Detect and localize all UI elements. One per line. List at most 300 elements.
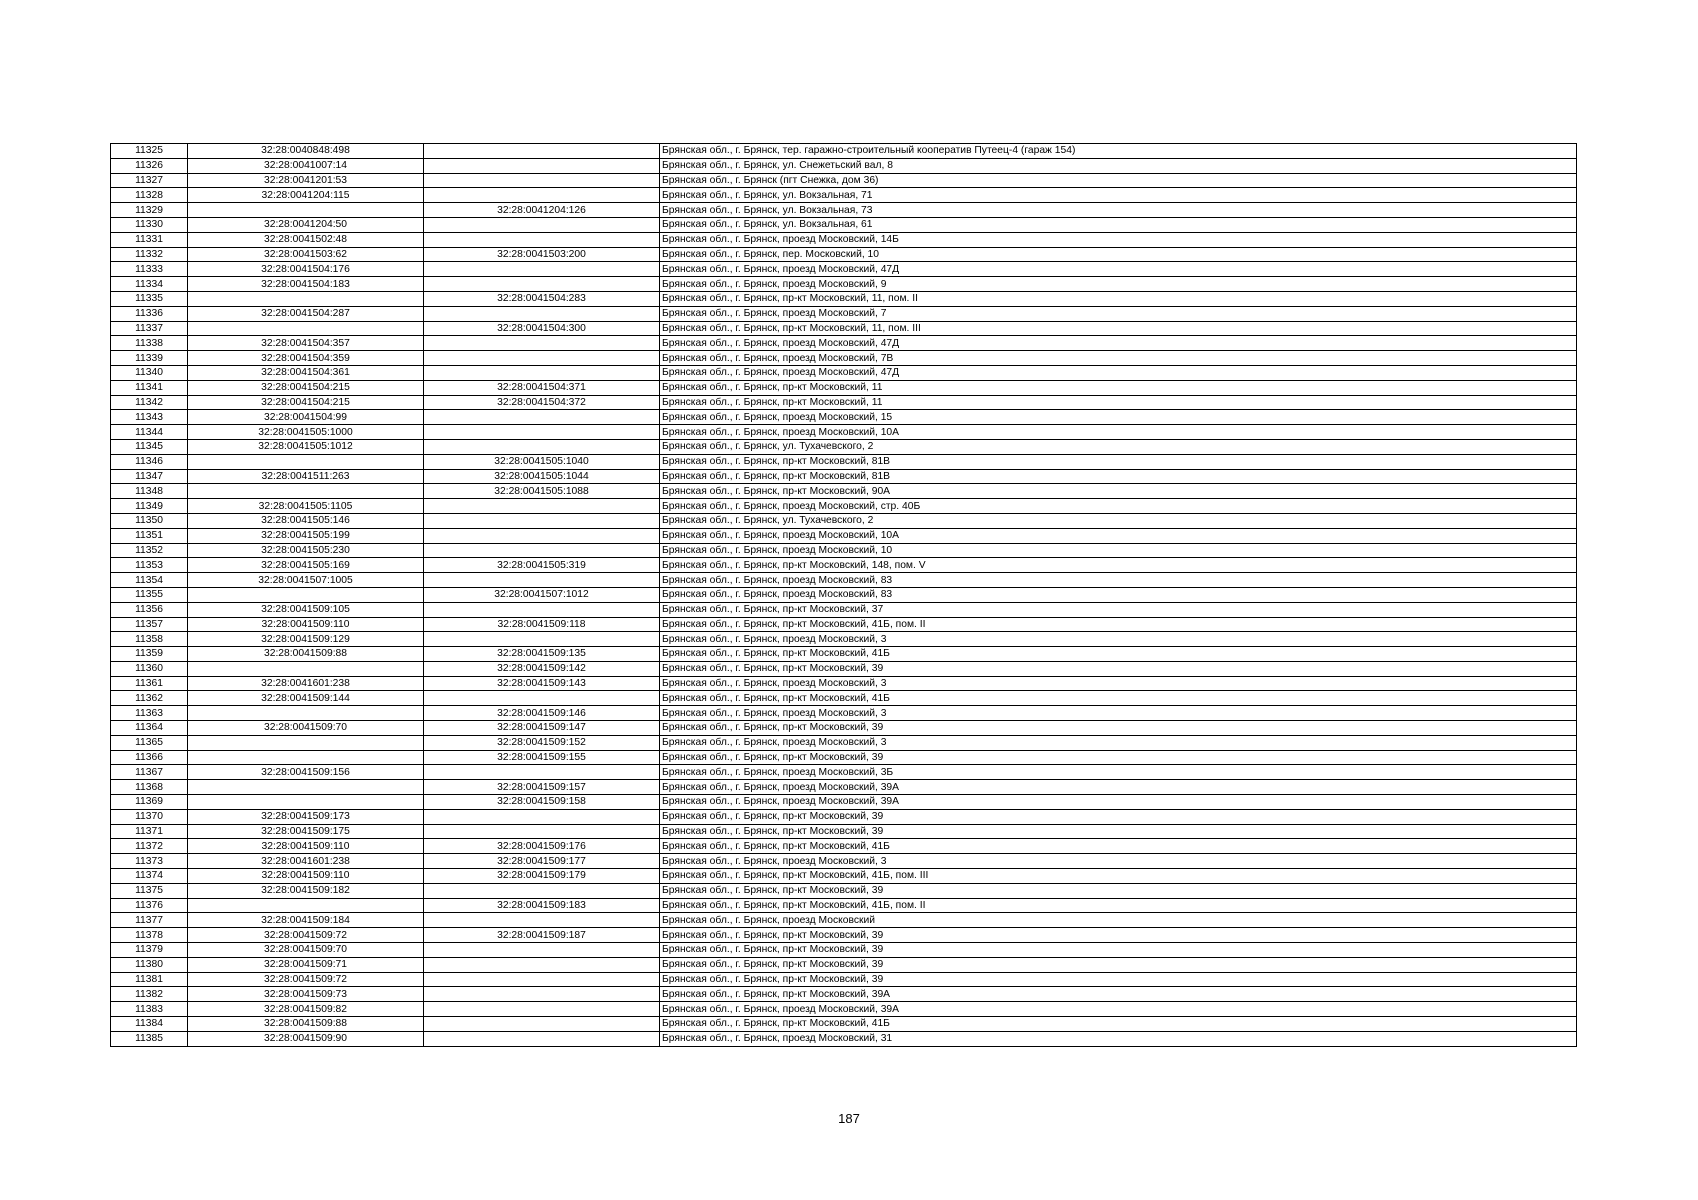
address-cell: Брянская обл., г. Брянск, проезд Московский, 10 [660,543,1577,558]
address-cell: Брянская обл., г. Брянск, пр-кт Московский, 39 [660,883,1577,898]
row-number-cell: 11348 [111,484,188,499]
cadastral-number-cell: 32:28:0041504:357 [188,336,424,351]
previous-number-cell: 32:28:0041509:183 [424,898,660,913]
row-number-cell: 11370 [111,809,188,824]
address-cell: Брянская обл., г. Брянск, пр-кт Московский, 39А [660,987,1577,1002]
cadastral-number-cell [188,203,424,218]
table-body [111,144,1577,1047]
cadastral-number-cell: 32:28:0041509:72 [188,928,424,943]
address-cell: Брянская обл., г. Брянск, проезд Московский, 47Д [660,262,1577,277]
address-cell: Брянская обл., г. Брянск, пр-кт Московский, 37 [660,602,1577,617]
table-row [111,706,1577,721]
address-cell: Брянская обл., г. Брянск, проезд Московский, 3 [660,632,1577,647]
cadastral-number-cell: 32:28:0041505:199 [188,528,424,543]
table-row [111,351,1577,366]
previous-number-cell: 32:28:0041509:176 [424,839,660,854]
page-number: 187 [838,1111,860,1126]
cadastral-number-cell: 32:28:0041601:238 [188,854,424,869]
row-number-cell: 11382 [111,987,188,1002]
previous-number-cell: 32:28:0041509:187 [424,928,660,943]
cadastral-number-cell: 32:28:0041509:110 [188,839,424,854]
cadastral-number-cell: 32:28:0041509:88 [188,1017,424,1032]
previous-number-cell [424,144,660,159]
previous-number-cell [424,1031,660,1046]
cadastral-number-cell: 32:28:0041509:175 [188,824,424,839]
cadastral-number-cell: 32:28:0041509:71 [188,957,424,972]
row-number-cell: 11353 [111,558,188,573]
table-row [111,277,1577,292]
cadastral-number-cell: 32:28:0041509:173 [188,809,424,824]
table-row [111,173,1577,188]
table-row [111,809,1577,824]
table-row [111,425,1577,440]
previous-number-cell [424,691,660,706]
previous-number-cell: 32:28:0041504:300 [424,321,660,336]
table-row [111,824,1577,839]
table-row [111,661,1577,676]
previous-number-cell [424,528,660,543]
address-cell: Брянская обл., г. Брянск, ул. Тухачевского, 2 [660,513,1577,528]
table-row [111,410,1577,425]
address-cell: Брянская обл., г. Брянск, проезд Московский, 15 [660,410,1577,425]
cadastral-number-cell: 32:28:0041504:99 [188,410,424,425]
table-row [111,558,1577,573]
cadastral-number-cell: 32:28:0041504:183 [188,277,424,292]
address-cell: Брянская обл., г. Брянск, пр-кт Московский, 11 [660,395,1577,410]
row-number-cell: 11332 [111,247,188,262]
cadastral-number-cell: 32:28:0041007:14 [188,158,424,173]
table-row [111,854,1577,869]
previous-number-cell [424,1017,660,1032]
cadastral-number-cell: 32:28:0041509:90 [188,1031,424,1046]
row-number-cell: 11369 [111,795,188,810]
previous-number-cell: 32:28:0041504:283 [424,291,660,306]
previous-number-cell: 32:28:0041509:142 [424,661,660,676]
previous-number-cell [424,365,660,380]
cadastral-number-cell: 32:28:0041509:72 [188,972,424,987]
previous-number-cell [424,1002,660,1017]
cadastral-number-cell: 32:28:0041509:70 [188,721,424,736]
address-cell: Брянская обл., г. Брянск, ул. Вокзальная, 73 [660,203,1577,218]
previous-number-cell [424,158,660,173]
table-row [111,262,1577,277]
table-row [111,469,1577,484]
table-row [111,217,1577,232]
row-number-cell: 11359 [111,647,188,662]
table-row [111,454,1577,469]
row-number-cell: 11342 [111,395,188,410]
previous-number-cell [424,351,660,366]
previous-number-cell: 32:28:0041505:1040 [424,454,660,469]
cadastral-number-cell: 32:28:0041509:144 [188,691,424,706]
cadastral-number-cell: 32:28:0041503:62 [188,247,424,262]
row-number-cell: 11355 [111,587,188,602]
address-cell: Брянская обл., г. Брянск, проезд Московский, 3 [660,676,1577,691]
previous-number-cell [424,573,660,588]
row-number-cell: 11380 [111,957,188,972]
table-row [111,587,1577,602]
address-cell: Брянская обл., г. Брянск, пр-кт Московский, 90А [660,484,1577,499]
row-number-cell: 11363 [111,706,188,721]
cadastral-number-cell: 32:28:0041504:361 [188,365,424,380]
row-number-cell: 11354 [111,573,188,588]
address-cell: Брянская обл., г. Брянск, проезд Московский, 47Д [660,365,1577,380]
address-cell: Брянская обл., г. Брянск, ул. Вокзальная, 71 [660,188,1577,203]
table-row [111,1031,1577,1046]
row-number-cell: 11356 [111,602,188,617]
previous-number-cell [424,883,660,898]
previous-number-cell [424,217,660,232]
address-cell: Брянская обл., г. Брянск, проезд Московский, 31 [660,1031,1577,1046]
table-row [111,513,1577,528]
previous-number-cell: 32:28:0041509:143 [424,676,660,691]
address-cell: Брянская обл., г. Брянск, пр-кт Московский, 41Б [660,1017,1577,1032]
address-cell: Брянская обл., г. Брянск, ул. Вокзальная, 61 [660,217,1577,232]
row-number-cell: 11377 [111,913,188,928]
cadastral-number-cell: 32:28:0041504:359 [188,351,424,366]
address-cell: Брянская обл., г. Брянск, пр-кт Московский, 41Б, пом. III [660,869,1577,884]
row-number-cell: 11385 [111,1031,188,1046]
table-row [111,484,1577,499]
table-row [111,306,1577,321]
previous-number-cell [424,513,660,528]
table-row [111,617,1577,632]
address-cell: Брянская обл., г. Брянск (пгт Снежка, дом 36) [660,173,1577,188]
cadastral-number-cell [188,780,424,795]
row-number-cell: 11362 [111,691,188,706]
table-row [111,928,1577,943]
previous-number-cell [424,262,660,277]
table-row [111,676,1577,691]
previous-number-cell: 32:28:0041505:1088 [424,484,660,499]
previous-number-cell: 32:28:0041509:147 [424,721,660,736]
table-row [111,395,1577,410]
address-cell: Брянская обл., г. Брянск, пр-кт Московский, 39 [660,972,1577,987]
row-number-cell: 11347 [111,469,188,484]
cadastral-number-cell: 32:28:0041504:215 [188,395,424,410]
table-row [111,780,1577,795]
previous-number-cell: 32:28:0041509:179 [424,869,660,884]
table-row [111,144,1577,159]
address-cell: Брянская обл., г. Брянск, проезд Московский, 3Б [660,765,1577,780]
previous-number-cell [424,499,660,514]
cadastral-number-cell: 32:28:0041509:110 [188,617,424,632]
row-number-cell: 11383 [111,1002,188,1017]
table-row [111,721,1577,736]
row-number-cell: 11329 [111,203,188,218]
address-cell: Брянская обл., г. Брянск, проезд Московский, 3 [660,854,1577,869]
row-number-cell: 11372 [111,839,188,854]
address-cell: Брянская обл., г. Брянск, пр-кт Московский, 11 [660,380,1577,395]
table-row [111,365,1577,380]
cadastral-number-cell: 32:28:0041204:115 [188,188,424,203]
cadastral-number-cell: 32:28:0041505:230 [188,543,424,558]
row-number-cell: 11381 [111,972,188,987]
previous-number-cell [424,410,660,425]
table-row [111,957,1577,972]
row-number-cell: 11351 [111,528,188,543]
row-number-cell: 11346 [111,454,188,469]
row-number-cell: 11384 [111,1017,188,1032]
previous-number-cell: 32:28:0041509:118 [424,617,660,632]
table-row [111,647,1577,662]
address-cell: Брянская обл., г. Брянск, тер. гаражно-строительный кооператив Путеец-4 (гараж 154) [660,144,1577,159]
address-cell: Брянская обл., г. Брянск, пр-кт Московский, 39 [660,661,1577,676]
table-row [111,1002,1577,1017]
row-number-cell: 11374 [111,869,188,884]
address-cell: Брянская обл., г. Брянск, проезд Московский, 14Б [660,232,1577,247]
previous-number-cell: 32:28:0041504:371 [424,380,660,395]
previous-number-cell: 32:28:0041505:1044 [424,469,660,484]
address-cell: Брянская обл., г. Брянск, проезд Московский, 3 [660,706,1577,721]
table-row [111,869,1577,884]
row-number-cell: 11331 [111,232,188,247]
address-cell: Брянская обл., г. Брянск, пр-кт Московский, 41Б, пом. II [660,617,1577,632]
previous-number-cell [424,957,660,972]
address-cell: Брянская обл., г. Брянск, проезд Московский, стр. 40Б [660,499,1577,514]
address-cell: Брянская обл., г. Брянск, проезд Московский, 10А [660,425,1577,440]
address-cell: Брянская обл., г. Брянск, пр-кт Московский, 41Б, пом. II [660,898,1577,913]
table-row [111,795,1577,810]
row-number-cell: 11333 [111,262,188,277]
row-number-cell: 11340 [111,365,188,380]
previous-number-cell: 32:28:0041509:152 [424,735,660,750]
cadastral-number-cell: 32:28:0041509:110 [188,869,424,884]
row-number-cell: 11343 [111,410,188,425]
row-number-cell: 11334 [111,277,188,292]
row-number-cell: 11352 [111,543,188,558]
cadastral-number-cell: 32:28:0041511:263 [188,469,424,484]
previous-number-cell [424,306,660,321]
cadastral-table [110,143,1577,1047]
table-row [111,898,1577,913]
previous-number-cell: 32:28:0041509:135 [424,647,660,662]
row-number-cell: 11357 [111,617,188,632]
previous-number-cell [424,632,660,647]
table-row [111,972,1577,987]
row-number-cell: 11350 [111,513,188,528]
address-cell: Брянская обл., г. Брянск, проезд Московский, 47Д [660,336,1577,351]
previous-number-cell [424,972,660,987]
row-number-cell: 11368 [111,780,188,795]
table-row [111,380,1577,395]
table-row [111,943,1577,958]
previous-number-cell: 32:28:0041204:126 [424,203,660,218]
cadastral-number-cell [188,735,424,750]
row-number-cell: 11336 [111,306,188,321]
table-row [111,573,1577,588]
previous-number-cell [424,824,660,839]
row-number-cell: 11378 [111,928,188,943]
cadastral-number-cell: 32:28:0041509:70 [188,943,424,958]
previous-number-cell: 32:28:0041504:372 [424,395,660,410]
previous-number-cell [424,425,660,440]
cadastral-number-cell: 32:28:0041504:215 [188,380,424,395]
cadastral-number-cell: 32:28:0041601:238 [188,676,424,691]
address-cell: Брянская обл., г. Брянск, проезд Московский, 39А [660,795,1577,810]
table-row [111,602,1577,617]
cadastral-number-cell: 32:28:0041505:146 [188,513,424,528]
row-number-cell: 11337 [111,321,188,336]
previous-number-cell [424,277,660,292]
previous-number-cell [424,188,660,203]
row-number-cell: 11360 [111,661,188,676]
cadastral-number-cell [188,291,424,306]
table-row [111,291,1577,306]
table-row [111,203,1577,218]
previous-number-cell: 32:28:0041509:155 [424,750,660,765]
previous-number-cell [424,336,660,351]
address-cell: Брянская обл., г. Брянск, проезд Московский, 39А [660,1002,1577,1017]
cadastral-number-cell: 32:28:0041507:1005 [188,573,424,588]
table-row [111,913,1577,928]
address-cell: Брянская обл., г. Брянск, пр-кт Московский, 11, пом. III [660,321,1577,336]
cadastral-number-cell: 32:28:0041201:53 [188,173,424,188]
cadastral-number-cell: 32:28:0041509:129 [188,632,424,647]
table-row [111,1017,1577,1032]
cadastral-number-cell [188,321,424,336]
address-cell: Брянская обл., г. Брянск, пр-кт Московский, 11, пом. II [660,291,1577,306]
cadastral-number-cell [188,706,424,721]
previous-number-cell: 32:28:0041507:1012 [424,587,660,602]
row-number-cell: 11335 [111,291,188,306]
table-row [111,543,1577,558]
previous-number-cell: 32:28:0041509:158 [424,795,660,810]
address-cell: Брянская обл., г. Брянск, пр-кт Московский, 39 [660,809,1577,824]
row-number-cell: 11364 [111,721,188,736]
address-cell: Брянская обл., г. Брянск, проезд Московский, 3 [660,735,1577,750]
previous-number-cell: 32:28:0041509:157 [424,780,660,795]
row-number-cell: 11365 [111,735,188,750]
address-cell: Брянская обл., г. Брянск, проезд Московский, 10А [660,528,1577,543]
previous-number-cell [424,987,660,1002]
row-number-cell: 11367 [111,765,188,780]
row-number-cell: 11361 [111,676,188,691]
address-cell: Брянская обл., г. Брянск, пр-кт Московский, 39 [660,957,1577,972]
row-number-cell: 11379 [111,943,188,958]
table-row [111,188,1577,203]
row-number-cell: 11375 [111,883,188,898]
cadastral-number-cell: 32:28:0041509:105 [188,602,424,617]
cadastral-number-cell [188,484,424,499]
address-cell: Брянская обл., г. Брянск, пр-кт Московский, 81В [660,454,1577,469]
row-number-cell: 11339 [111,351,188,366]
table-row [111,632,1577,647]
previous-number-cell [424,439,660,454]
address-cell: Брянская обл., г. Брянск, проезд Московский, 83 [660,587,1577,602]
row-number-cell: 11366 [111,750,188,765]
address-cell: Брянская обл., г. Брянск, проезд Московский, 9 [660,277,1577,292]
address-cell: Брянская обл., г. Брянск, проезд Московский [660,913,1577,928]
row-number-cell: 11328 [111,188,188,203]
cadastral-number-cell: 32:28:0041505:1105 [188,499,424,514]
row-number-cell: 11344 [111,425,188,440]
cadastral-number-cell: 32:28:0041509:156 [188,765,424,780]
previous-number-cell [424,602,660,617]
address-cell: Брянская обл., г. Брянск, проезд Московский, 39А [660,780,1577,795]
table-row [111,528,1577,543]
address-cell: Брянская обл., г. Брянск, проезд Московский, 83 [660,573,1577,588]
table-row [111,321,1577,336]
row-number-cell: 11338 [111,336,188,351]
address-cell: Брянская обл., г. Брянск, пр-кт Московский, 148, пом. V [660,558,1577,573]
previous-number-cell: 32:28:0041505:319 [424,558,660,573]
table-row [111,247,1577,262]
row-number-cell: 11325 [111,144,188,159]
address-cell: Брянская обл., г. Брянск, пр-кт Московский, 41Б [660,839,1577,854]
previous-number-cell [424,765,660,780]
row-number-cell: 11373 [111,854,188,869]
table-row [111,158,1577,173]
previous-number-cell [424,809,660,824]
cadastral-number-cell [188,454,424,469]
table-row [111,336,1577,351]
table-row [111,439,1577,454]
previous-number-cell: 32:28:0041509:146 [424,706,660,721]
cadastral-number-cell: 32:28:0041505:169 [188,558,424,573]
table-row [111,987,1577,1002]
table-row [111,499,1577,514]
cadastral-number-cell: 32:28:0041505:1012 [188,439,424,454]
row-number-cell: 11371 [111,824,188,839]
row-number-cell: 11345 [111,439,188,454]
table-row [111,691,1577,706]
row-number-cell: 11358 [111,632,188,647]
cadastral-number-cell [188,587,424,602]
previous-number-cell: 32:28:0041509:177 [424,854,660,869]
address-cell: Брянская обл., г. Брянск, пр-кт Московский, 41Б [660,691,1577,706]
row-number-cell: 11349 [111,499,188,514]
address-cell: Брянская обл., г. Брянск, пр-кт Московский, 41Б [660,647,1577,662]
table-row [111,750,1577,765]
previous-number-cell [424,943,660,958]
cadastral-number-cell: 32:28:0041509:184 [188,913,424,928]
table-row [111,232,1577,247]
address-cell: Брянская обл., г. Брянск, пер. Московский, 10 [660,247,1577,262]
cadastral-number-cell: 32:28:0041504:287 [188,306,424,321]
row-number-cell: 11376 [111,898,188,913]
previous-number-cell [424,173,660,188]
table-row [111,765,1577,780]
previous-number-cell [424,913,660,928]
cadastral-number-cell [188,898,424,913]
address-cell: Брянская обл., г. Брянск, пр-кт Московский, 39 [660,824,1577,839]
address-cell: Брянская обл., г. Брянск, проезд Московский, 7В [660,351,1577,366]
cadastral-number-cell: 32:28:0041204:50 [188,217,424,232]
row-number-cell: 11326 [111,158,188,173]
table-row [111,883,1577,898]
previous-number-cell: 32:28:0041503:200 [424,247,660,262]
address-cell: Брянская обл., г. Брянск, ул. Снежетьский вал, 8 [660,158,1577,173]
cadastral-number-cell: 32:28:0040848:498 [188,144,424,159]
cadastral-number-cell: 32:28:0041505:1000 [188,425,424,440]
cadastral-number-cell [188,661,424,676]
cadastral-number-cell: 32:28:0041504:176 [188,262,424,277]
address-cell: Брянская обл., г. Брянск, пр-кт Московский, 39 [660,721,1577,736]
previous-number-cell [424,232,660,247]
cadastral-number-cell: 32:28:0041509:182 [188,883,424,898]
cadastral-number-cell: 32:28:0041509:82 [188,1002,424,1017]
row-number-cell: 11327 [111,173,188,188]
cadastral-number-cell: 32:28:0041509:73 [188,987,424,1002]
address-cell: Брянская обл., г. Брянск, пр-кт Московский, 39 [660,750,1577,765]
cadastral-number-cell [188,795,424,810]
cadastral-number-cell: 32:28:0041502:48 [188,232,424,247]
row-number-cell: 11330 [111,217,188,232]
address-cell: Брянская обл., г. Брянск, пр-кт Московский, 39 [660,943,1577,958]
cadastral-number-cell: 32:28:0041509:88 [188,647,424,662]
table-row [111,839,1577,854]
